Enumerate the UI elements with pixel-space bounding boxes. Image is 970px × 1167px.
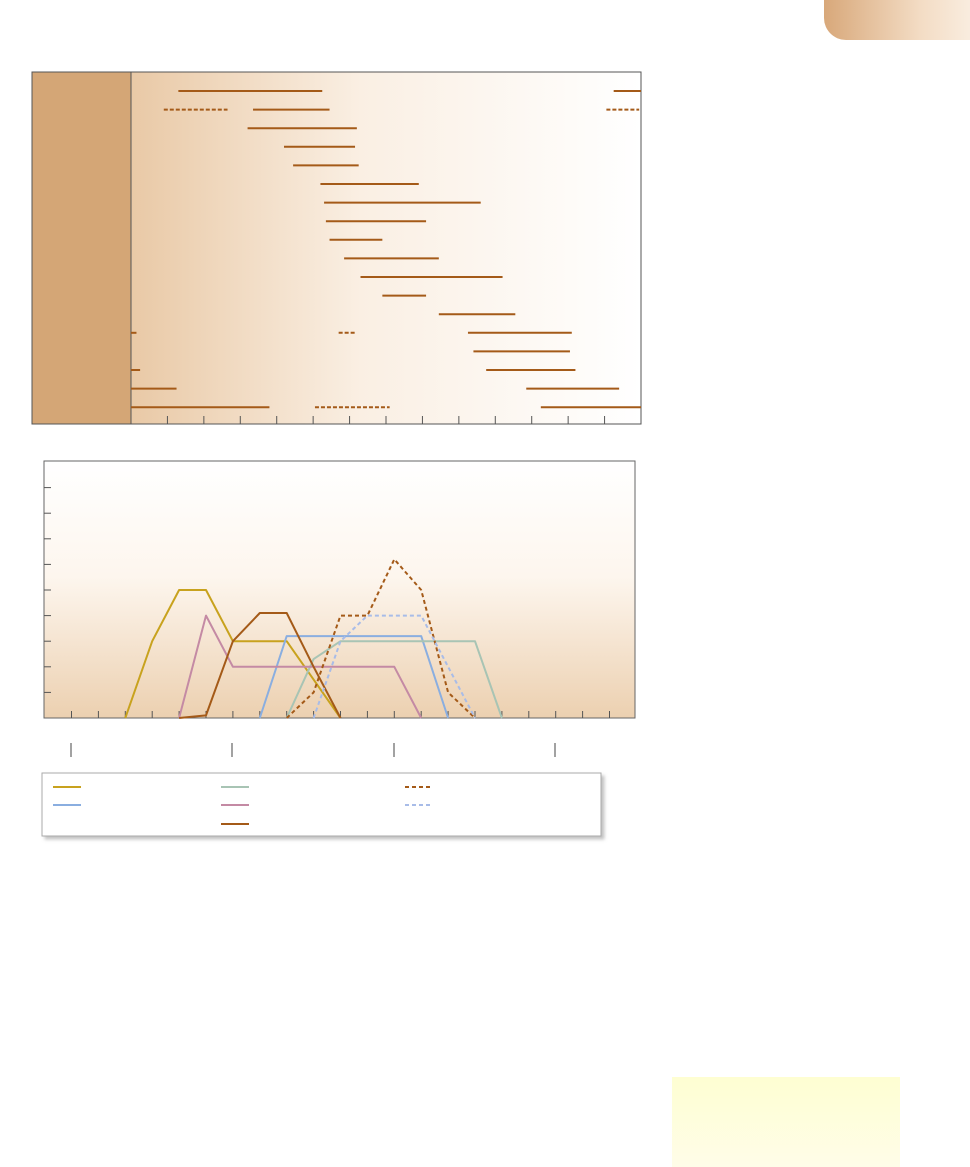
legend-box bbox=[42, 773, 601, 836]
line-plot-area bbox=[44, 461, 635, 718]
note-box bbox=[672, 1077, 900, 1167]
